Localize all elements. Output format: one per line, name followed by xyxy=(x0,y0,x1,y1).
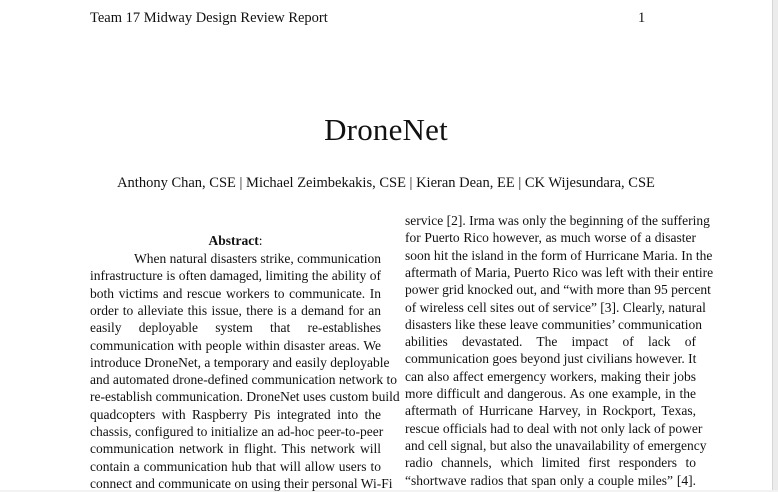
text-line: communication with people within disaster areas. We xyxy=(90,337,381,353)
text-line: for Puerto Rico however, as much worse of a disaster xyxy=(405,230,696,246)
page-number: 1 xyxy=(638,10,646,26)
running-header-title: Team 17 Midway Design Review Report xyxy=(90,10,328,26)
text-line: “shortwave radios that span only a couple miles” [4]. xyxy=(405,472,696,488)
text-line: infrastructure is often damaged, limiting the ability of xyxy=(90,268,381,284)
text-line: power grid knocked out, and “with more than 95 percent xyxy=(405,282,711,298)
text-line: aftermath of Maria, Puerto Rico was left with their entire xyxy=(405,264,714,280)
text-line: aftermath of Hurricane Harvey, in Rockport, Texas, xyxy=(405,403,696,419)
text-line: communication goes beyond just civilians however. It xyxy=(405,351,697,367)
text-line: of wireless cell sites out of service” [3]. Clearly, natural xyxy=(405,299,706,315)
paper-title: DroneNet xyxy=(324,112,448,147)
text-line: disasters like these leave communities’ communication xyxy=(405,316,703,332)
vertical-scrollbar[interactable] xyxy=(773,0,778,490)
text-line: and cell signal, but also the unavailability of emergency xyxy=(405,437,707,453)
text-line: order to alleviate this issue, there is a demand for an xyxy=(90,302,381,318)
text-line: abilities devastated. The impact of lack of xyxy=(405,334,696,350)
text-line: and automated drone-defined communication network to xyxy=(90,372,398,388)
text-line: re-establish communication. DroneNet uses custom build xyxy=(90,389,400,405)
text-line: easily deployable system that re-establishes xyxy=(90,320,381,336)
text-line: chassis, configured to initialize an ad-hoc peer-to-peer xyxy=(90,424,384,439)
author-list: Anthony Chan, CSE | Michael Zeimbekakis, CSE | Kieran Dean, EE | CK Wijesundara, CSE xyxy=(117,175,655,191)
text-line: introduce DroneNet, a temporary and easily deployable xyxy=(90,354,390,370)
text-line: rescue officials had to deal with not only lack of power xyxy=(405,420,703,436)
abstract-heading-text: Abstract xyxy=(208,233,259,248)
text-line: quadcopters with Raspberry Pis integrated into the xyxy=(90,406,381,422)
text-line: radio channels, which limited first responders to xyxy=(405,455,696,471)
text-line: soon hit the island in the form of Hurricane Maria. In the xyxy=(405,247,713,263)
abstract-heading-colon: : xyxy=(258,233,263,248)
text-line: both victims and rescue workers to communicate. In xyxy=(90,285,381,301)
text-line: service [2]. Irma was only the beginning of the suffering xyxy=(405,213,710,228)
text-line: communication network in flight. This network will xyxy=(90,441,381,457)
text-line: When natural disasters strike, communication xyxy=(134,251,382,266)
text-line: more difficult and dangerous. As one example, in the xyxy=(405,386,696,401)
abstract-heading xyxy=(90,233,381,249)
text-line: connect and communicate on using their personal Wi-Fi xyxy=(90,475,393,491)
text-line: contain a communication hub that will allow users to xyxy=(90,458,381,474)
text-line: can also affect emergency workers, making their jobs xyxy=(405,368,696,384)
